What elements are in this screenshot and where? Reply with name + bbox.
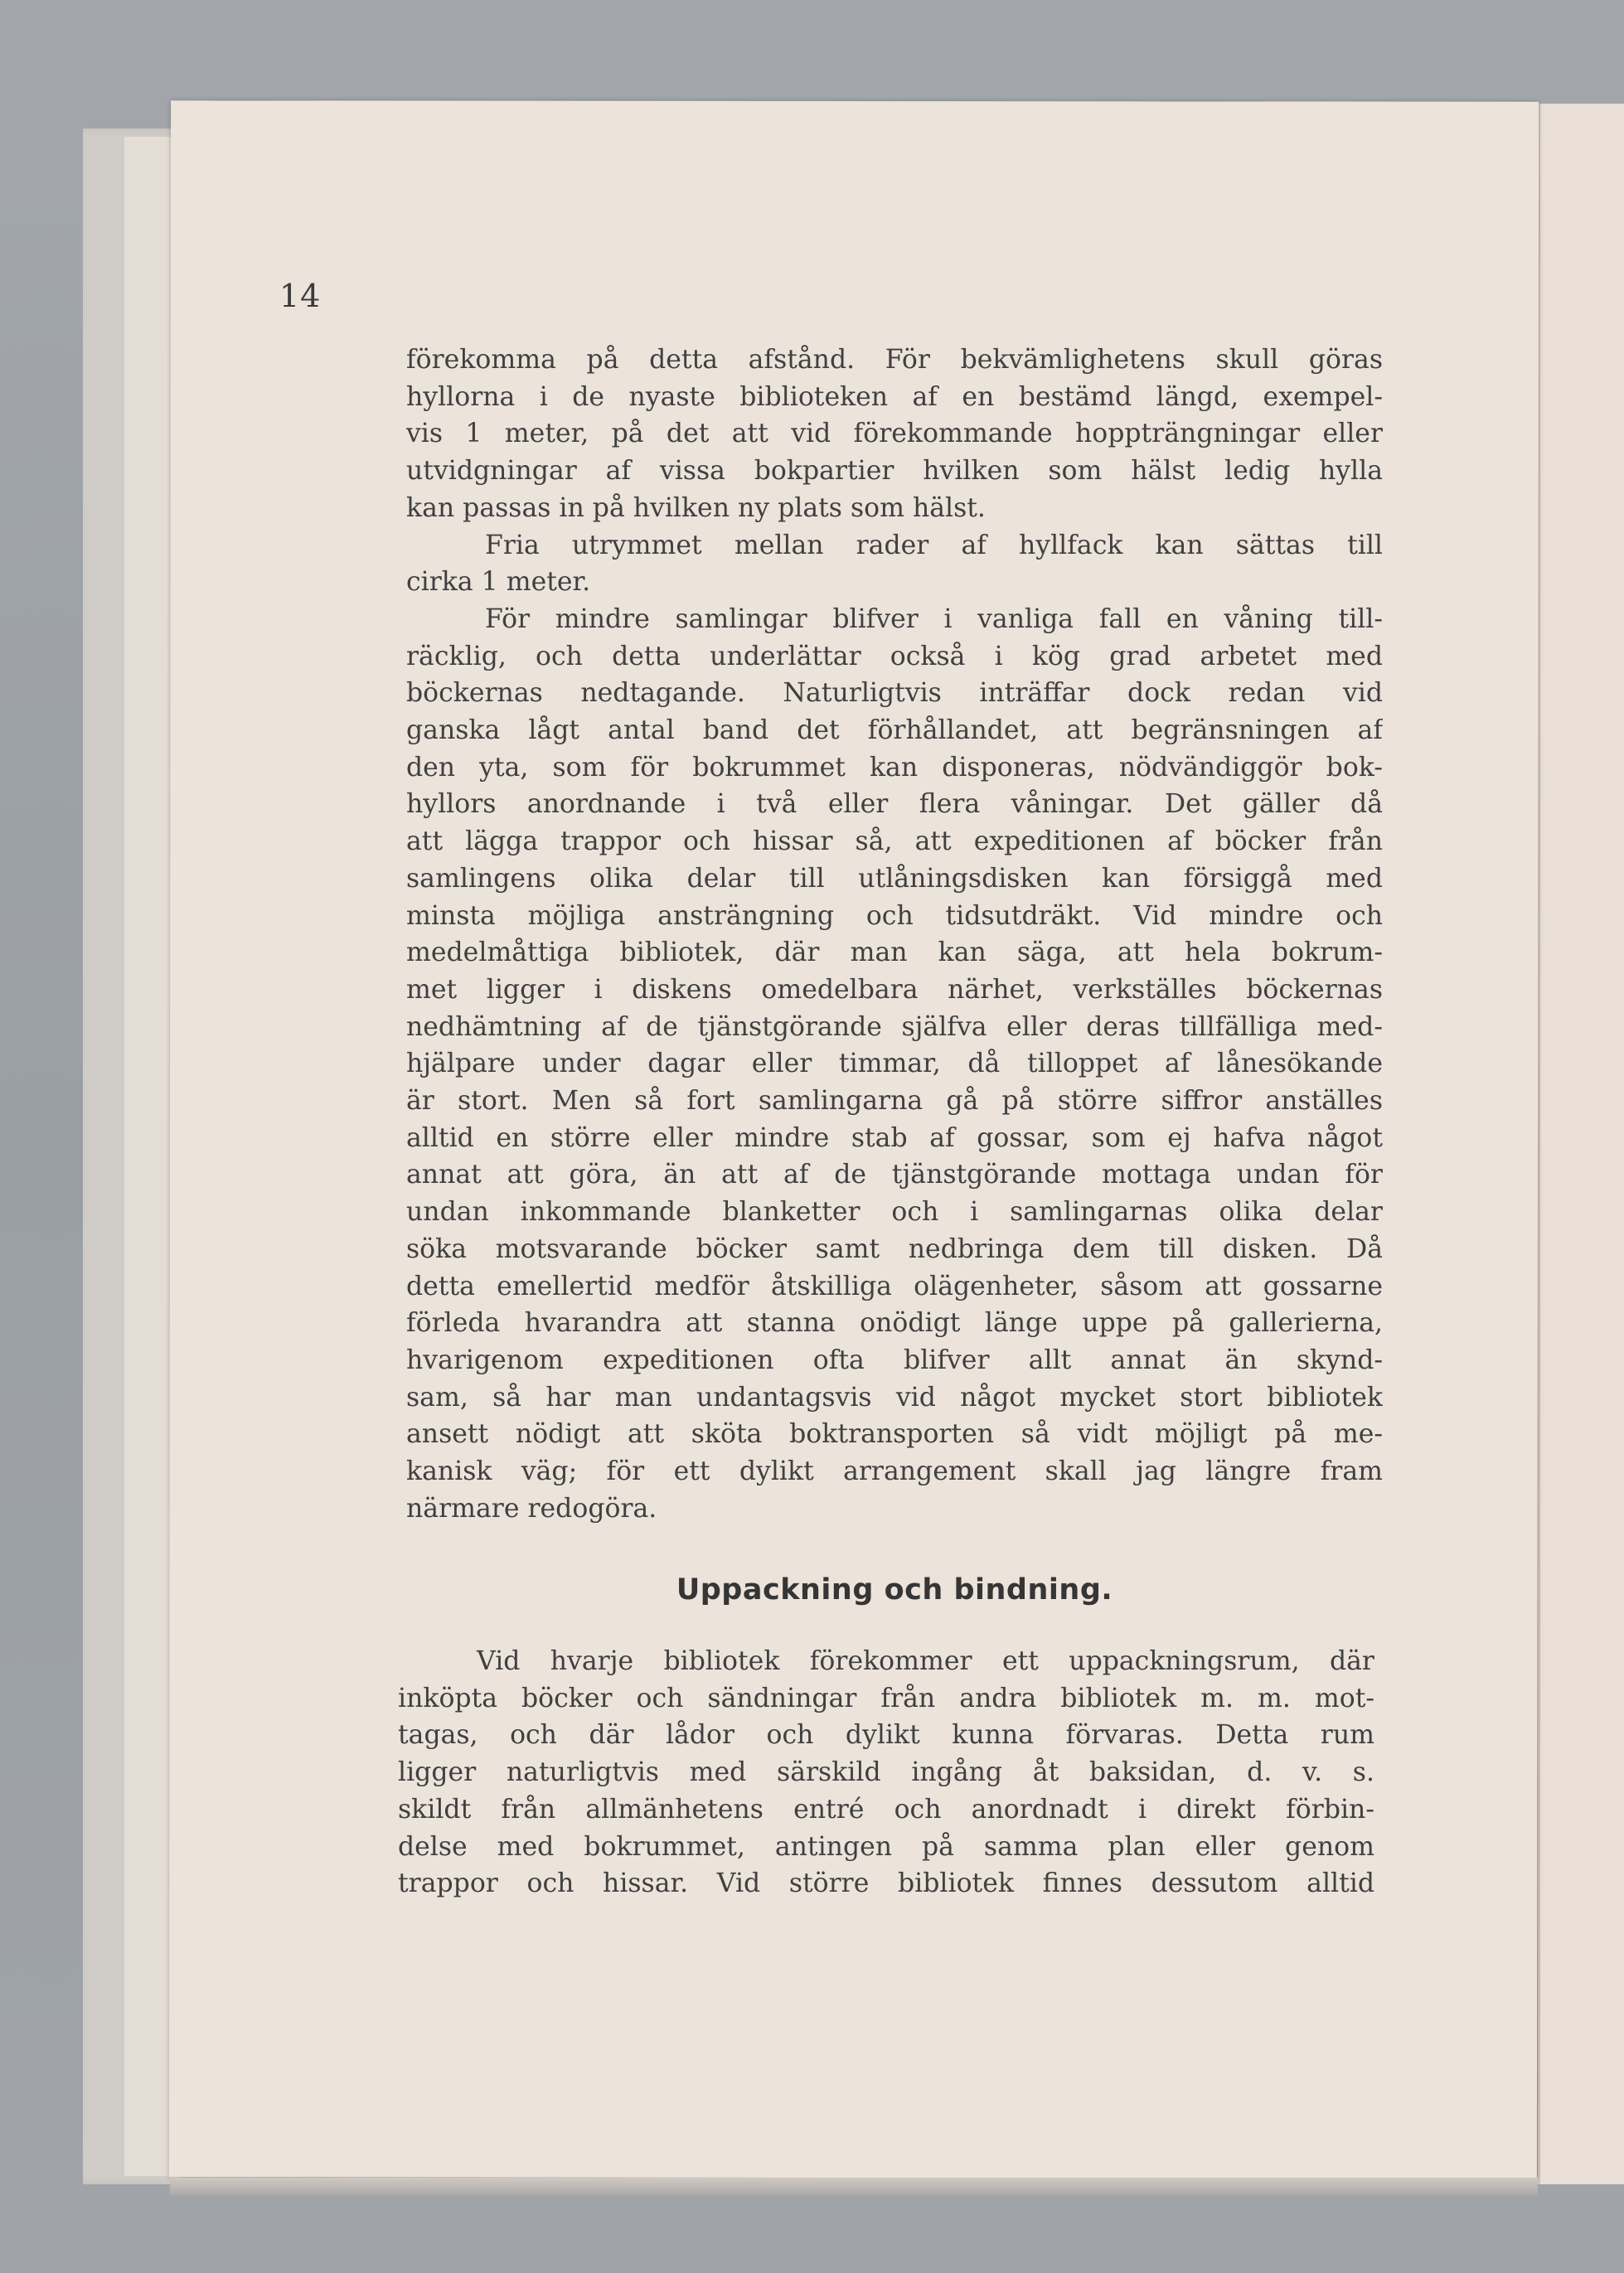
text-line: Vid hvarje bibliotek förekommer ett uppackningsrum, där xyxy=(477,1646,1374,1676)
text-line: närmare redogöra. xyxy=(406,1493,657,1524)
text-line: ansett nödigt att sköta boktransporten så vidt möjligt på me- xyxy=(406,1419,1383,1450)
text-line: skildt från allmänhetens entré och anordnadt i direkt förbin- xyxy=(398,1794,1374,1825)
text-line: hjälpare under dagar eller timmar, då tilloppet af lånesökande xyxy=(406,1049,1383,1079)
page-bottom-edge xyxy=(170,2178,1538,2196)
text-line: hvarigenom expeditionen ofta blifver allt annat än skynd- xyxy=(406,1345,1383,1375)
text-line: förleda hvarandra att stanna onödigt länge uppe på gallerierna, xyxy=(406,1308,1383,1339)
text-line: tagas, och där lådor och dylikt kunna förvaras. Detta rum xyxy=(398,1720,1374,1751)
text-line: trappor och hissar. Vid större bibliotek finnes dessutom alltid xyxy=(398,1868,1374,1899)
text-line: är stort. Men så fort samlingarna gå på större siffror anställes xyxy=(406,1086,1383,1117)
text-line: kan passas in på hvilken ny plats som hälst. xyxy=(406,492,986,523)
text-line: detta emellertid medför åtskilliga olägenheter, såsom att gossarne xyxy=(406,1271,1383,1301)
text-line: samlingens olika delar till utlåningsdisken kan försiggå med xyxy=(406,863,1383,894)
text-line: utvidgningar af vissa bokpartier hvilken som hälst ledig hylla xyxy=(406,456,1383,487)
text-line: För mindre samlingar blifver i vanliga fall en våning till- xyxy=(485,603,1383,634)
text-line: den yta, som för bokrummet kan disponeras, nödvändiggör bok- xyxy=(406,752,1383,783)
facing-page-edge xyxy=(1538,104,1624,2184)
text-line: ligger naturligtvis med särskild ingång åt baksidan, d. v. s. xyxy=(398,1757,1374,1788)
text-line: hyllors anordnande i två eller flera våningar. Det gäller då xyxy=(406,789,1383,820)
text-line: inköpta böcker och sändningar från andra bibliotek m. m. mot- xyxy=(398,1683,1374,1713)
section-heading: Uppackning och bindning. xyxy=(676,1573,1113,1607)
text-line: sam, så har man undantagsvis vid något mycket stort bibliotek xyxy=(406,1382,1383,1413)
body-text-block-2 xyxy=(398,1643,1374,1902)
text-line: ganska lågt antal band det förhållandet, att begränsningen af xyxy=(406,715,1383,746)
text-line: minsta möjliga ansträngning och tidsutdräkt. Vid mindre och xyxy=(406,900,1383,931)
text-line: kanisk väg; för ett dylikt arrangement skall jag längre fram xyxy=(406,1456,1383,1487)
text-line: söka motsvarande böcker samt nedbringa dem till disken. Då xyxy=(406,1233,1383,1264)
text-line: att lägga trappor och hissar så, att expeditionen af böcker från xyxy=(406,826,1383,857)
text-line: Fria utrymmet mellan rader af hyllfack kan sättas till xyxy=(485,530,1383,560)
text-line: undan inkommande blanketter och i samlingarnas olika delar xyxy=(406,1197,1383,1228)
text-line: böckernas nedtagande. Naturligtvis inträffar dock redan vid xyxy=(406,678,1383,709)
text-line: förekomma på detta afstånd. För bekvämlighetens skull göras xyxy=(406,345,1383,375)
text-line: räcklig, och detta underlättar också i kög grad arbetet med xyxy=(406,641,1383,671)
text-line: met ligger i diskens omedelbara närhet, verkställes böckernas xyxy=(406,974,1383,1005)
text-line: delse med bokrummet, antingen på samma plan eller genom xyxy=(398,1831,1374,1862)
text-line: annat att göra, än att af de tjänstgörande mottaga undan för xyxy=(406,1160,1383,1190)
page-number: 14 xyxy=(279,278,322,314)
text-line: medelmåttiga bibliotek, där man kan säga, att hela bokrum- xyxy=(406,938,1383,968)
text-line: hyllorna i de nyaste biblioteken af en bestämd längd, exempel- xyxy=(406,381,1383,412)
body-text-block-1 xyxy=(406,342,1383,1528)
text-line: alltid en större eller mindre stab af gossar, som ej hafva något xyxy=(406,1122,1383,1153)
text-line: cirka 1 meter. xyxy=(406,567,591,598)
text-line: nedhämtning af de tjänstgörande själfva eller deras tillfälliga med- xyxy=(406,1011,1383,1042)
text-line: vis 1 meter, på det att vid förekommande hoppträngningar eller xyxy=(406,419,1383,449)
